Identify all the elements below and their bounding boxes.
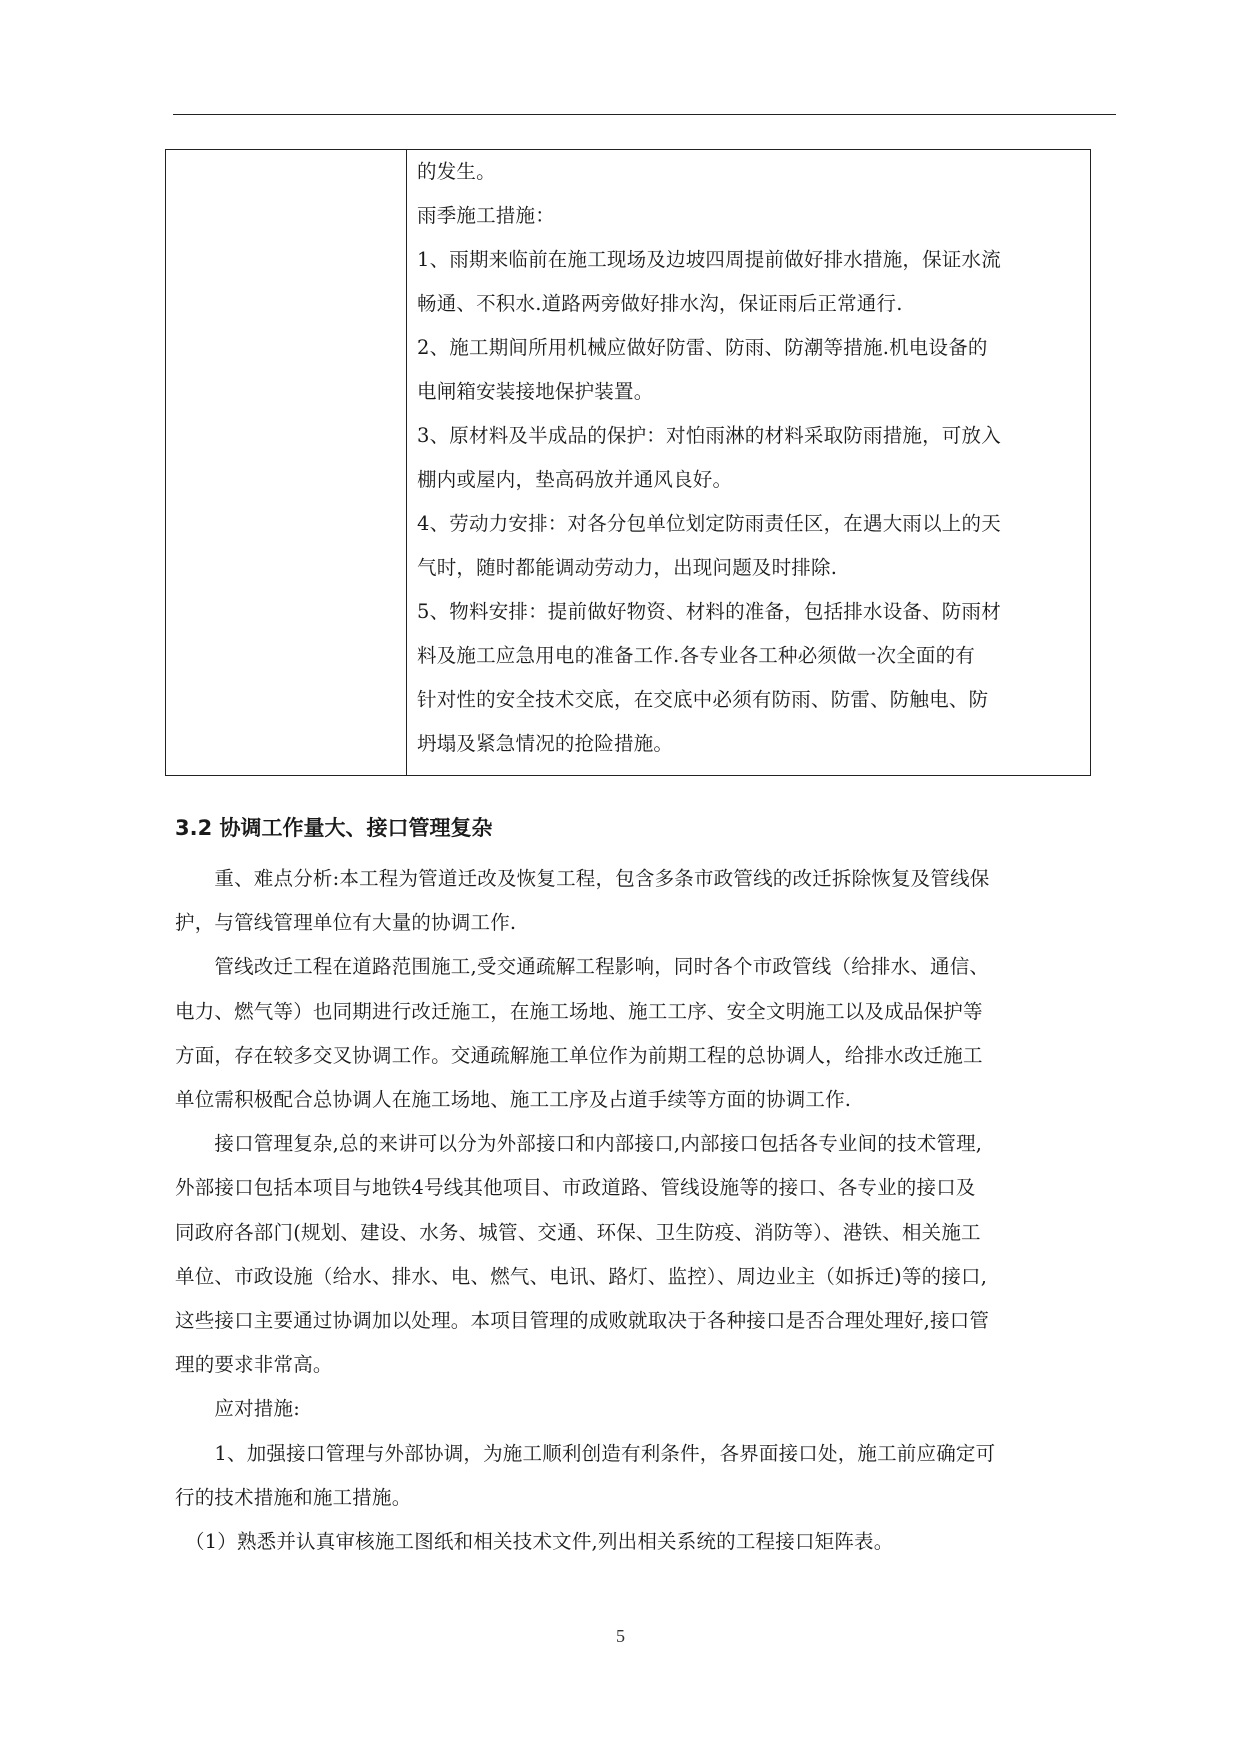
- section-heading: 3.2 协调工作量大、接口管理复杂: [175, 816, 493, 840]
- body-line: 外部接口包括本项目与地铁4号线其他项目、市政道路、管线设施等的接口、各专业的接口及: [175, 1176, 976, 1200]
- body-line: 单位需积极配合总协调人在施工场地、施工工序及占道手续等方面的协调工作.: [175, 1088, 852, 1112]
- cell-line: 2、施工期间所用机械应做好防雷、防雨、防潮等措施.机电设备的: [417, 336, 988, 359]
- cell-line: 电闸箱安装接地保护装置。: [417, 380, 654, 403]
- page-number: 5: [616, 1626, 625, 1646]
- body-line: 理的要求非常高。: [175, 1353, 333, 1377]
- body-line: 行的技术措施和施工措施。: [175, 1485, 412, 1509]
- body-line: 同政府各部门(规划、建设、水务、城管、交通、环保、卫生防疫、消防等）、港铁、相关施工: [175, 1220, 981, 1244]
- cell-line: 畅通、不积水.道路两旁做好排水沟，保证雨后正常通行.: [417, 292, 903, 315]
- measures-table: [165, 149, 1091, 776]
- body-line: 应对措施:: [175, 1397, 300, 1421]
- cell-line: 1、雨期来临前在施工现场及边坡四周提前做好排水措施，保证水流: [417, 248, 1001, 271]
- cell-line: 雨季施工措施：: [417, 204, 555, 227]
- body-line: 单位、市政设施（给水、排水、电、燃气、电讯、路灯、监控）、周边业主（如拆迁)等的接口,: [175, 1264, 988, 1288]
- body-line: 管线改迁工程在道路范围施工,受交通疏解工程影响，同时各个市政管线（给排水、通信、: [175, 955, 990, 979]
- body-line: 护，与管线管理单位有大量的协调工作.: [175, 911, 517, 935]
- cell-line: 的发生。: [417, 160, 496, 183]
- table-right-cell: [407, 150, 1091, 776]
- table-row: [166, 150, 1091, 776]
- body-line: 接口管理复杂,总的来讲可以分为外部接口和内部接口,内部接口包括各专业间的技术管理,: [175, 1132, 983, 1156]
- body-line: 重、难点分析:本工程为管道迁改及恢复工程，包含多条市政管线的改迁拆除恢复及管线保: [175, 867, 990, 890]
- cell-line: 5、物料安排：提前做好物资、材料的准备，包括排水设备、防雨材: [417, 600, 1001, 623]
- body-line: 1、加强接口管理与外部协调，为施工顺利创造有利条件，各界面接口处，施工前应确定可: [175, 1441, 996, 1465]
- body-line: 电力、燃气等）也同期进行改迁施工，在施工场地、施工工序、安全文明施工以及成品保护等: [175, 999, 983, 1023]
- body-line: 方面，存在较多交叉协调工作。交通疏解施工单位作为前期工程的总协调人，给排水改迁施工: [175, 1043, 983, 1067]
- body-line: 这些接口主要通过协调加以处理。本项目管理的成败就取决于各种接口是否合理处理好,接口管: [175, 1309, 990, 1333]
- cell-line: 棚内或屋内，垫高码放并通风良好。: [417, 468, 733, 491]
- table-left-cell: [166, 150, 407, 776]
- header-rule: [173, 114, 1116, 115]
- cell-line: 4、劳动力安排：对各分包单位划定防雨责任区，在遇大雨以上的天: [417, 512, 1001, 535]
- cell-line: 3、原材料及半成品的保护：对怕雨淋的材料采取防雨措施，可放入: [417, 424, 1001, 447]
- cell-line: 气时，随时都能调动劳动力，出现问题及时排除.: [417, 556, 838, 579]
- cell-line: 料及施工应急用电的准备工作.各专业各工种必须做一次全面的有: [417, 644, 975, 667]
- body-text: [175, 857, 1120, 1564]
- body-line: （1）熟悉并认真审核施工图纸和相关技术文件,列出相关系统的工程接口矩阵表。: [175, 1530, 894, 1554]
- cell-line: 针对性的安全技术交底，在交底中必须有防雨、防雷、防触电、防: [417, 688, 989, 711]
- cell-line: 坍塌及紧急情况的抢险措施。: [417, 732, 674, 755]
